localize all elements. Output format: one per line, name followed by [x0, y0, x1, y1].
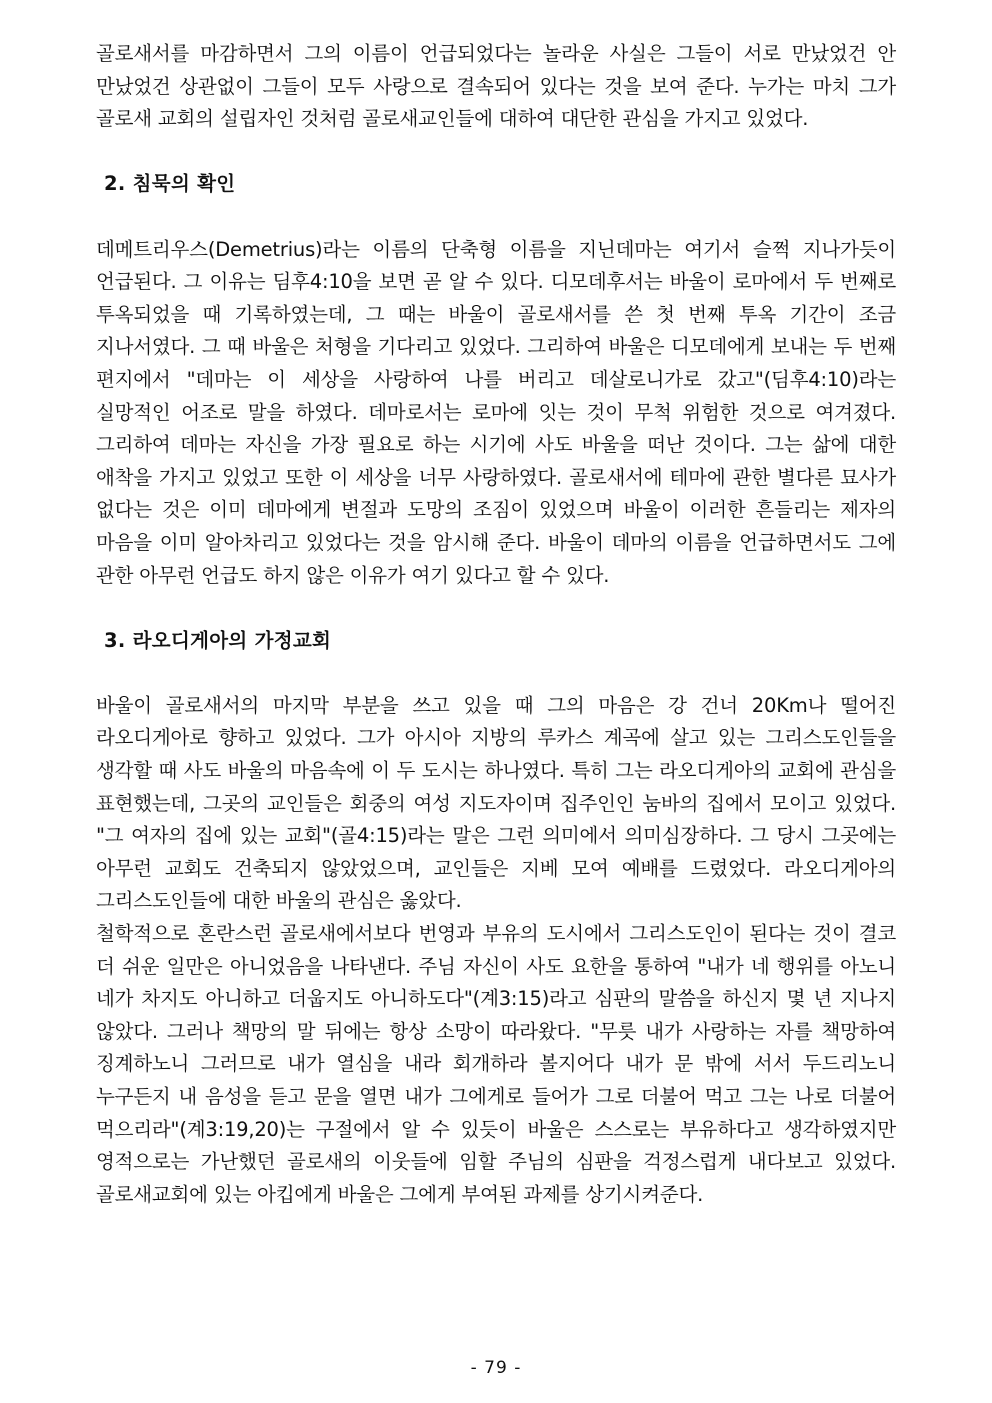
document-page: [96, 38, 896, 1211]
section-2-heading: 2. 침묵의 확인: [104, 172, 236, 196]
page-number: - 79 -: [470, 1358, 522, 1378]
section-2-paragraph: 데메트리우스(Demetrius)라는 이름의 단축형 이름을 지닌데마는 여기서 슬쩍 지나가듯이 언급된다. 그 이유는 딤후4:10을 보면 곧 알 수 있다. 디모데후서는 바울이 로마에서 두 번째로 투옥되었을 때 기록하였는데, 그 때는 바울이 골로새서를 쓴 첫 번째 투옥 기간이 조금 지나서였다. 그 때 바울은 처형을 기다리고 있었다. 그리하여 바울은 디모데에게 보내는 두 번째 편지에서 "데마는 이 세상을 사랑하여 나를 버리고 데살로니가로 갔고"(딤후4:10)라는 실망적인 어조로 말을 하였다. 데마로서는 로마에 잇는 것이 무척 위험한 것으로 여겨졌다. 그리하여 데마는 자신을 가장 필요로 하는 시기에 사도 바울을 떠난 것이다. 그는 삶에 대한 애착을 가지고 있었고 또한 이 세상을 너무 사랑하였다. 골로새서에 테마에 관한 별다른 묘사가 없다는 것은 이미 데마에게 변절과 도망의 조짐이 있었으며 바울이 이러한 흔들리는 제자의 마음을 이미 알아차리고 있었다는 것을 암시해 준다. 바울이 데마의 이름을 언급하면서도 그에 관한 아무런 언급도 하지 않은 이유가 여기 있다고 할 수 있다.: [96, 237, 896, 587]
spacer: [96, 592, 896, 625]
section-3-heading: 3. 라오디게아의 가정교회: [104, 628, 332, 652]
intro-paragraph: 골로새서를 마감하면서 그의 이름이 언급되었다는 놀라운 사실은 그들이 서로 만났었건 안 만났었건 상관없이 그들이 모두 사랑으로 결속되어 있다는 것을 보여 준다. 누가는 마치 그가 골로새 교회의 설립자인 것처럼 골로새교인들에 대하여 대단한 관심을 가지고 있었다.: [96, 42, 896, 131]
spacer: [96, 136, 896, 169]
spacer: [96, 657, 896, 690]
section-3-paragraph-1: 바울이 골로새서의 마지막 부분을 쓰고 있을 때 그의 마음은 강 건너 20Km나 떨어진 라오디게아로 향하고 있었다. 그가 아시아 지방의 루카스 계곡에 살고 있는 그리스도인들을 생각할 때 사도 바울의 마음속에 이 두 도시는 하나였다. 특히 그는 라오디게아의 교회에 관심을 표현했는데, 그곳의 교인들은 회중의 여성 지도자이며 집주인인 눔바의 집에서 모이고 있었다. "그 여자의 집에 있는 교회"(골4:15)라는 말은 그런 의미에서 의미심장하다. 그 당시 그곳에는 아무런 교회도 건축되지 않았었으며, 교인들은 지베 모여 예배를 드렸었다. 라오디게아의 그리스도인들에 대한 바울의 관심은 옳았다.: [96, 693, 896, 913]
spacer: [96, 201, 896, 234]
section-3-paragraph-2: 철학적으로 혼란스런 골로새에서보다 번영과 부유의 도시에서 그리스도인이 된다는 것이 결코 더 쉬운 일만은 아니었음을 나타낸다. 주님 자신이 사도 요한을 통하여 "내가 네 행위를 아노니 네가 차지도 아니하고 더웁지도 아니하도다"(계3:15)라고 심판의 말씀을 하신지 몇 년 지나지 않았다. 그러나 책망의 말 뒤에는 항상 소망이 따라왔다. "무릇 내가 사랑하는 자를 책망하여 징계하노니 그러므로 내가 열심을 내라 회개하라 볼지어다 내가 문 밖에 서서 두드리노니 누구든지 내 음성을 듣고 문을 열면 내가 그에게로 들어가 그로 더불어 먹고 그는 나로 더불어 먹으리라"(계3:19,20)는 구절에서 알 수 있듯이 바울은 스스로는 부유하다고 생각하였지만 영적으로는 가난했던 골로새의 이웃들에 임할 주님의 심판을 걱정스럽게 내다보고 있었다. 골로새교회에 있는 아킵에게 바울은 그에게 부여된 과제를 상기시켜준다.: [96, 922, 896, 1206]
